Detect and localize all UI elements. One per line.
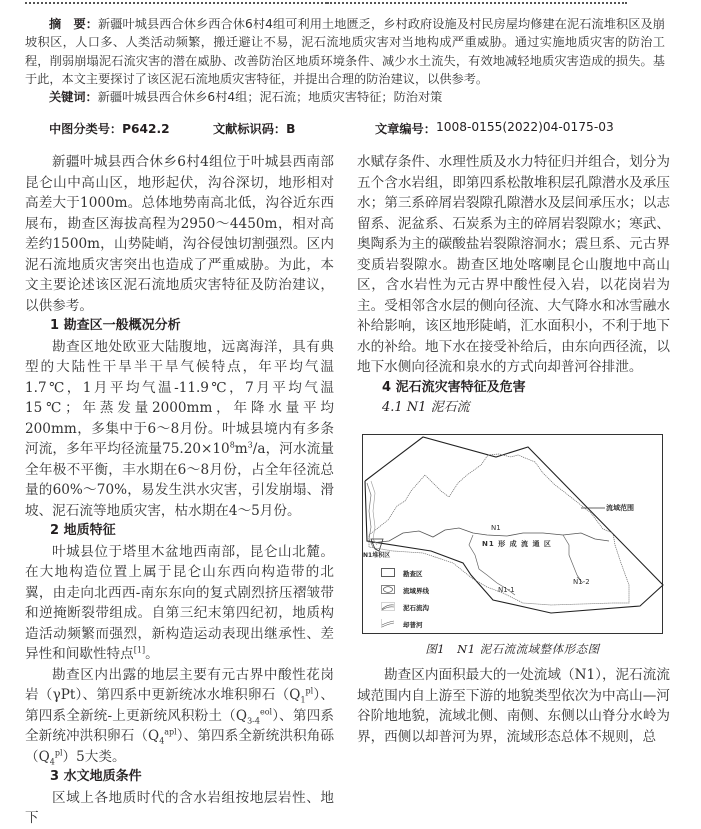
river-chupu-bank <box>371 481 377 545</box>
article-number: 文章编号： 1008-0155(2022)04-0175-03 <box>375 120 614 136</box>
header-rule <box>25 2 327 4</box>
label-basin-range: 流域范围 <box>606 504 634 512</box>
right-column <box>357 152 670 419</box>
section-1-heading: 1 勘查区一般概况分析 <box>50 318 181 333</box>
keywords-line <box>25 88 665 106</box>
article-meta-row <box>49 120 614 138</box>
debris-flow-gully-icon <box>381 602 395 611</box>
abstract-block <box>25 15 665 106</box>
section-1-paragraph: 勘查区地处欧亚大陆腹地，远离海洋，具有典型的大陆性干旱半干旱气候特点，年平均气温1.7℃，1月平均气温-11.9℃，7月平均气温15℃；年蒸发量2000mm，年降水量平均200mm，多集中于6～8月份。叶城县境内有多条河流，多年平均径流量$75.20\times 10^8m^3/a$，河水流量全年极不平衡，丰水期在6～8月份，占全年径流总量的60%～70%，易发生洪水灾害，引发崩塌、滑坡、泥石流等地质灾害，枯水期在4～5月份。 <box>25 338 334 519</box>
keywords-text: 新疆叶城县西合休乡6村4组；泥石流；地质灾害特征；防治对策 <box>97 90 443 105</box>
abstract-text: 新疆叶城县西合休乡西合休6村4组可利用土地匮乏，乡村政府设施及村民房屋均修建在泥石流堆积区及崩坡积区，人口多、人类活动频繁，搬迁避让不易，泥石流地质灾害对当地构成严重威胁。通过实施地质灾害的防治工程，削弱崩塌泥石流灾害的潜在威胁、改善防治区地质环境条件、减少水土流失，有效地减轻地质灾害造成的损失。基于此，本文主要探讨了该区泥石流地质灾害特征，并提出合理的防治建议，以供参考。 <box>25 17 665 86</box>
right-column-after-figure <box>357 665 670 747</box>
figure-basin-map: 流域范围 N1 N1 形 成 流 通 区 N1堆积区 N1-1 N1-2 勘查区 流域界线 泥石流沟 却普河 <box>362 434 663 634</box>
figure-caption: 图1 N1 泥石流流域整体形态图 <box>425 642 600 656</box>
label-deposit-zone: N1堆积区 <box>363 552 391 559</box>
label-n1-2: N1-2 <box>573 578 590 586</box>
abstract-paragraph <box>25 15 665 88</box>
keywords-label: 关键词： <box>49 90 98 105</box>
basin-boundary-icon <box>381 585 395 594</box>
label-n1: N1 <box>491 524 501 532</box>
label-formation-zone: N1 形 成 流 通 区 <box>482 540 552 548</box>
citation-link[interactable]: [1] <box>133 645 146 655</box>
section-2-paragraph-1: 叶城县位于塔里木盆地西南部，昆仑山北麓。在大地构造位置上属于昆仑山东西向构造带的北翼，由走向北西西-南东东向的复式剧烈挤压褶皱带和逆掩断裂带组成。自第三纪末第四纪初，地质构造活动频繁而强烈，新构造运动表现出继承性、差异性和间歇性特点[1]。 <box>25 543 334 662</box>
gully-n1-2 <box>563 535 581 581</box>
document-code: 文献标识码：B <box>213 122 296 136</box>
section-3-paragraph-start: 区域上各地质时代的含水岩组按地层岩性、地下 <box>25 789 334 826</box>
river-icon <box>381 619 395 628</box>
basin-description-paragraph: 勘查区内面积最大的一处流域（N1），泥石流流域范围内自上游至下游的地貌类型依次为中高山—河谷阶地地貌，流域北侧、南侧、东侧以山脊分水岭为界，西侧以却普河为界，流域形态总体不规则，总 <box>357 667 670 745</box>
section-2-paragraph-2: 勘查区内出露的地层主要有元古界中酸性花岗岩（γPt）、第四系中更新统冰水堆积卵石$(Q_1^{pl})$、第四系全新统-上更新统风积粉土$(Q_{3-4}^{eol})$、第四系全新统冲洪积卵石$(Q_4^{apl})$、第四系全新统洪积角砾$(Q_4^{pl})5$大类。 <box>25 666 335 767</box>
label-n1-1: N1-1 <box>498 586 515 594</box>
clc-number: 中图分类号：P642.2 <box>49 122 170 136</box>
section-3-paragraph-continued: 水赋存条件、水理性质及水力特征归并组合，划分为五个含水岩组，即第四系松散堆积层孔隙潜水及承压水；第三系碎屑岩裂隙孔隙潜水及层间承压水；以志留系、泥盆系、石炭系为主的碎屑岩裂隙水；寒武、奥陶系为主的碳酸盐岩裂隙溶洞水；震旦系、元古界变质岩裂隙水。勘查区地处喀喇昆仑山腹地中高山区，含水岩性为元古界中酸性侵入岩，以花岗岩为主。受相邻含水层的侧向径流、大气降水和冰雪融水补给影响，该区地形陡峭，汇水面积小，不利于地下水的补给。地下水在接受补给后，由东向西径流，以地下水侧向径流和泉水的方式向却普河谷排泄。 <box>357 154 670 375</box>
header-rule <box>327 2 627 4</box>
section-4-heading: 4 泥石流灾害特征及危害 <box>382 379 526 395</box>
section-3-heading: 3 水文地质条件 <box>50 769 142 784</box>
survey-area-icon <box>381 568 395 577</box>
intro-paragraph: 新疆叶城县西合休乡6村4组位于叶城县西南部昆仑山中高山区，地形起伏，沟谷深切，地形相对高差大于1000m。总体地势南高北低，沟谷近东西展布，勘查区海拔高程为2950～4450m，相对高差约1500m，山势陡峭，沟谷侵蚀切割强烈。区内泥石流地质灾害突出也造成了严重威胁。为此，本文主要论述该区泥石流地质灾害特征及防治建议，以供参考。 <box>25 154 334 314</box>
section-2-heading: 2 地质特征 <box>50 523 116 538</box>
abstract-label: 摘 要： <box>49 17 99 31</box>
section-4-1-heading: 4.1 N1 泥石流 <box>382 400 470 415</box>
left-column <box>25 152 334 829</box>
